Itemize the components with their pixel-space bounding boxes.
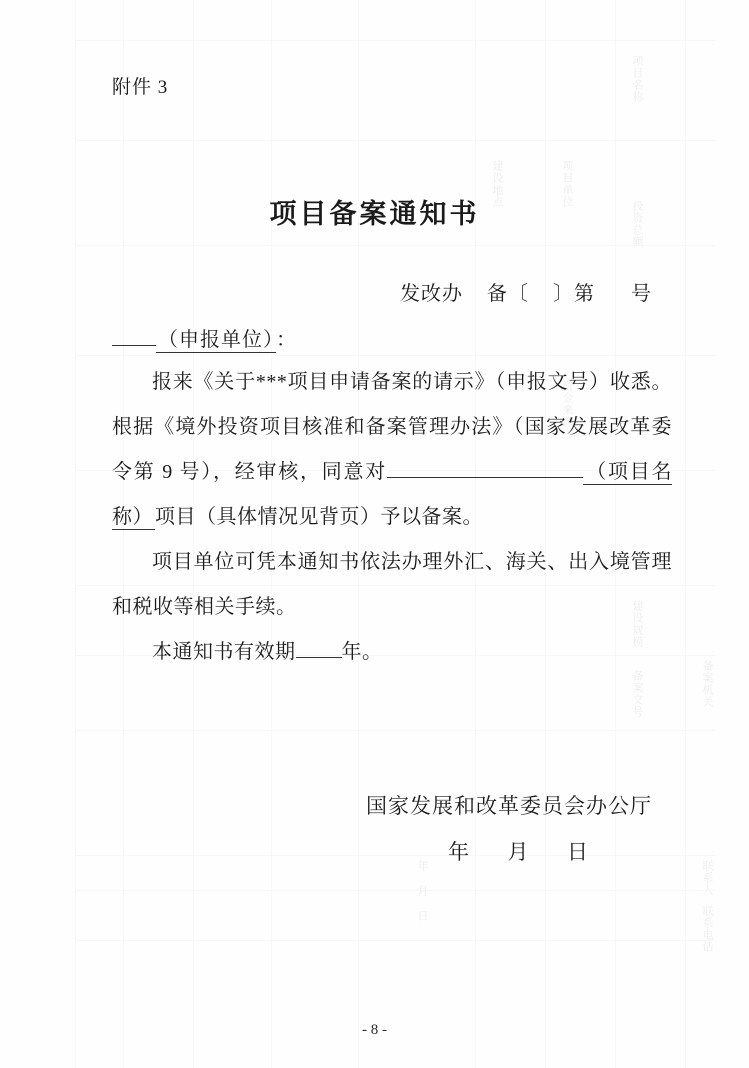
bleed-cell: 建设地点: [491, 160, 503, 208]
document-body: [112, 360, 672, 675]
document-number: 发改办 备〔 〕第 号: [400, 283, 652, 305]
bleed-cell: 备案文号: [631, 670, 643, 718]
paragraph-3-lead: 本通知书有效期: [152, 641, 296, 663]
paragraph-1-tail: 项目（具体情况见背页）予以备案。: [155, 506, 483, 528]
addressee-blank-lead: [112, 345, 156, 346]
addressee-colon: ：: [276, 329, 297, 351]
bleed-cell: 建设规模: [631, 600, 643, 648]
bleed-cell: 资金来源: [561, 380, 573, 428]
bleed-cell: 联系电话: [701, 905, 713, 953]
project-name-placeholder: （项目名称）: [112, 461, 672, 528]
issuing-authority: 国家发展和改革委员会办公厅: [366, 794, 652, 818]
page-title: 项目备案通知书: [269, 199, 480, 229]
page-number: - 8 -: [362, 1022, 387, 1038]
paragraph-2: 项目单位可凭本通知书依法办理外汇、海关、出入境管理和税收等相关手续。: [112, 551, 672, 618]
bleed-cell: 备案机关: [701, 660, 713, 708]
signature-date: 年 月 日: [448, 840, 589, 864]
paragraph-3: [112, 630, 672, 675]
paragraph-1: [112, 360, 672, 540]
bleed-cell: 投资总额: [631, 200, 643, 248]
project-name-blank-line: [387, 477, 565, 478]
addressee-line: [112, 323, 297, 352]
addressee-unit: （申报单位）: [158, 329, 274, 351]
paragraph-1-lead: 报来《关于***项目申请备案的请示》（申报文号）收悉。根据《境外投资项目核准和备案管理办法》（国家发展改革委令第 9 号），经审核，同意对: [112, 371, 672, 483]
bleed-cell: 项目名称: [631, 55, 643, 103]
bleed-cell: 联系人: [701, 860, 713, 896]
validity-blank-line: [296, 657, 342, 658]
paragraph-3-tail: 年。: [341, 641, 383, 663]
bleed-cell: 项目单位: [561, 160, 573, 208]
bleed-cell: 年 月 日: [416, 860, 428, 922]
project-name-blank-lead: [565, 477, 583, 478]
attachment-label: 附件 3: [112, 77, 169, 98]
